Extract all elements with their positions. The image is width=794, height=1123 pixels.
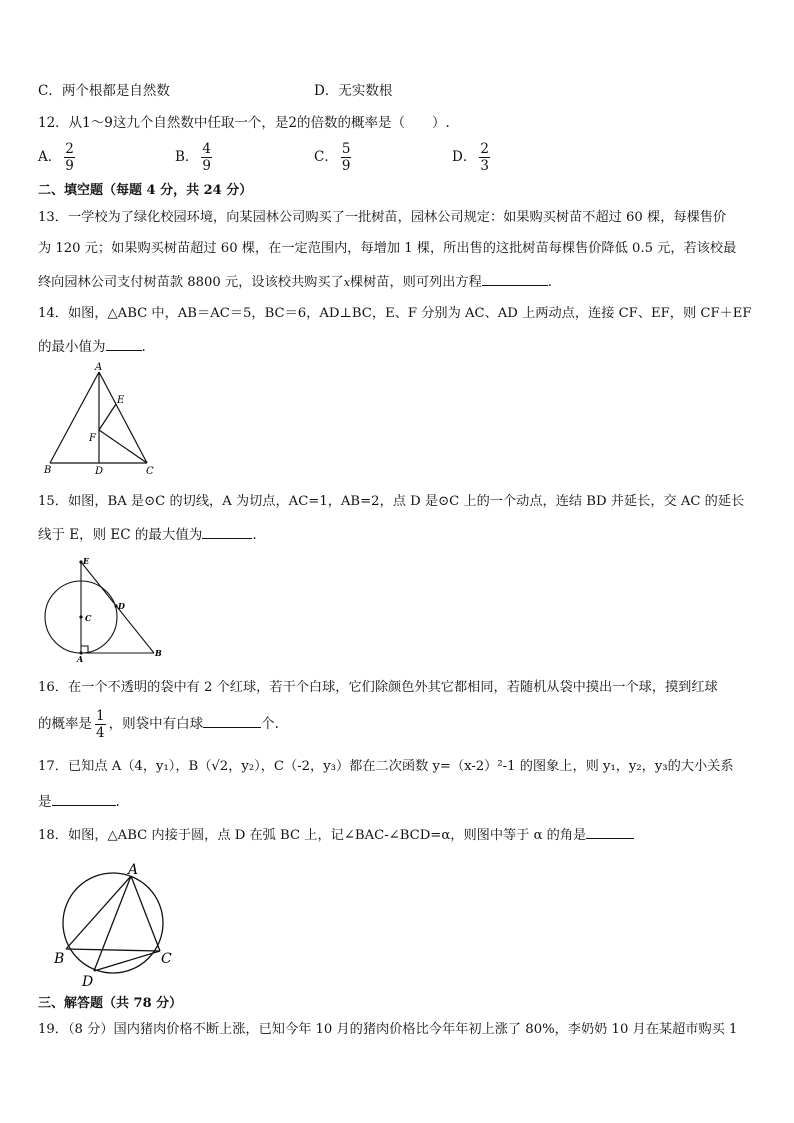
- q18-inscribed-triangle-figure: [52, 860, 182, 994]
- q12-option-d: [452, 141, 493, 174]
- frac-den: 9: [202, 158, 212, 174]
- point-label-e: E: [117, 395, 125, 406]
- q14-line2-a: 的最小值为: [38, 339, 106, 355]
- q16-line2-b: ，则袋中有白球: [108, 716, 204, 732]
- q17-line2: [38, 791, 120, 811]
- point-label-a: A: [128, 862, 139, 878]
- point-label-b: B: [155, 648, 162, 658]
- option-label: A．: [38, 149, 62, 165]
- point-label-c: C: [146, 466, 154, 477]
- section-heading-fill-in: 二、填空题（每题 4 分，共 24 分）: [38, 183, 253, 198]
- option-fraction: [341, 141, 352, 174]
- q17-line1: 17．已知点 A（4，y₁），B（√2，y₂），C（-2，y₃）都在二次函数 y=（x-2）²-1 的图象上，则 y₁，y₂，y₃的大小关系: [38, 759, 734, 774]
- point-label-e: E: [83, 556, 90, 566]
- q19-line1: 19．（8 分）国内猪肉价格不断上涨，已知今年 10 月的猪肉价格比今年年初上涨了 80%，李奶奶 10 月在某超市购买 1: [38, 1022, 738, 1037]
- point-label-a: A: [77, 654, 84, 664]
- q12-option-a: [38, 141, 78, 174]
- q13-line3: [38, 271, 552, 292]
- q12-option-c: [314, 141, 354, 174]
- q14-line2-end: .: [141, 339, 146, 355]
- q17-line2-end: .: [115, 794, 120, 810]
- option-label: B．: [175, 149, 199, 165]
- frac-num: 4: [202, 141, 212, 157]
- q15-tangent-circle-figure: [36, 552, 166, 668]
- q15-line2: [38, 524, 257, 544]
- point-label-d: D: [118, 601, 125, 611]
- option-label: C．: [314, 149, 338, 165]
- q18-line1-text: 18．如图，△ABC 内接于圆，点 D 在弧 BC 上，记∠BAC-∠BCD=α，则图中等于 α 的角是: [38, 828, 587, 843]
- frac-num: 2: [65, 141, 74, 157]
- answer-blank[interactable]: [52, 791, 116, 806]
- option-label: D．: [452, 149, 477, 165]
- frac-den: 9: [341, 158, 351, 174]
- section-heading-answers: 三、解答题（共 78 分）: [38, 996, 183, 1011]
- q14-triangle-figure: [36, 360, 166, 482]
- frac-num: 5: [341, 141, 351, 157]
- option-fraction: [479, 141, 490, 174]
- q11-option-d: D．无实数根: [314, 83, 393, 99]
- option-fraction: [64, 141, 75, 174]
- frac-den: 4: [96, 725, 105, 741]
- q15-line2-a: 线于 E，则 EC 的最大值为: [38, 527, 203, 543]
- frac-num: 1: [96, 708, 105, 724]
- q13-line3-a: 终向园林公司支付树苗款 8800 元，设该校共购买了: [38, 275, 344, 290]
- answer-blank[interactable]: [586, 824, 634, 839]
- point-label-b: B: [44, 465, 52, 476]
- point-label-b: B: [54, 951, 65, 967]
- frac-num: 2: [480, 141, 489, 157]
- point-label-a: A: [95, 362, 103, 373]
- point-label-c: C: [161, 951, 172, 967]
- q13-variable: x: [343, 276, 350, 289]
- point-label-c: C: [85, 613, 92, 623]
- frac-den: 9: [65, 158, 74, 174]
- point-label-d: D: [95, 466, 104, 477]
- q16-line1: 16．在一个不透明的袋中有 2 个红球，若干个白球，它们除颜色外其它都相同，若随机从袋中摸出一个球，摸到红球: [38, 680, 718, 695]
- answer-blank[interactable]: [106, 336, 142, 351]
- point-label-d: D: [82, 974, 94, 990]
- option-fraction: [201, 141, 212, 174]
- q13-line2: 为 120 元；如果购买树苗超过 60 棵，在一定范围内，每增加 1 棵，所出售的这批树苗每棵售价降低 0.5 元，若该校最: [38, 241, 737, 256]
- point-label-f: F: [89, 433, 96, 444]
- q14-line2: [38, 336, 146, 356]
- q13-line3-b: 棵树苗，则可列出方程: [349, 275, 482, 290]
- q16-line2-a: 的概率是: [38, 716, 92, 732]
- frac-den: 3: [480, 158, 489, 174]
- q18-line1: [38, 824, 634, 845]
- answer-blank[interactable]: [202, 524, 252, 539]
- q14-line1: 14．如图，△ABC 中，AB＝AC＝5，BC＝6，AD⊥BC，E、F 分别为 AC、AD 上两动点，连接 CF、EF，则 CF＋EF: [38, 306, 752, 321]
- q13-line3-end: .: [547, 275, 552, 290]
- q13-line1: 13．一学校为了绿化校园环境，向某园林公司购买了一批树苗，园林公司规定：如果购买树苗不超过 60 棵，每棵售价: [38, 210, 727, 225]
- q15-line1: 15．如图，BA 是⊙C 的切线，A 为切点，AC=1，AB=2，点 D 是⊙C 上的一个动点，连结 BD 并延长，交 AC 的延长: [38, 494, 745, 509]
- q15-line2-end: .: [252, 527, 257, 543]
- q12-stem: 12．从1～9这九个自然数中任取一个，是2的倍数的概率是（ ）.: [38, 115, 450, 131]
- q16-line2-end: 个.: [261, 716, 279, 732]
- q11-option-c: C．两个根都是自然数: [38, 83, 170, 99]
- q17-line2-a: 是: [38, 794, 52, 810]
- q12-option-b: [175, 141, 215, 174]
- q16-line2: [38, 706, 279, 742]
- answer-blank[interactable]: [482, 271, 548, 286]
- answer-blank[interactable]: [203, 713, 261, 728]
- probability-fraction: [95, 708, 106, 741]
